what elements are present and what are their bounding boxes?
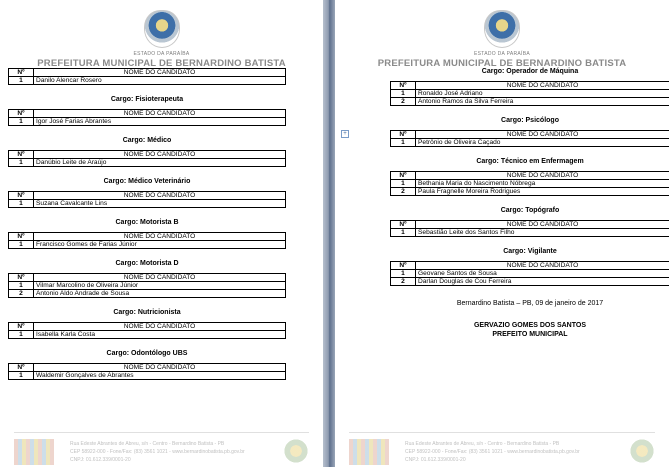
date-line: Bernardino Batista – PB, 09 de janeiro de 2017	[456, 300, 604, 307]
cargo-heading: Cargo: Motorista D	[115, 260, 179, 267]
row-number: 1	[391, 229, 416, 237]
row-number: 1	[391, 90, 416, 98]
footer-address	[405, 440, 580, 464]
row-number: 1	[9, 372, 34, 380]
col-header-name: NOME DO CANDIDATO	[34, 110, 286, 118]
signature-name: GERVAZIO GOMES DOS SANTOS	[473, 322, 587, 329]
table-row	[9, 331, 286, 339]
candidates-table	[8, 273, 286, 298]
row-number: 1	[9, 331, 34, 339]
candidate-name: Antonio Ramos da Silva Ferreira	[416, 98, 669, 106]
cargo-heading: Cargo: Vigilante	[503, 248, 557, 255]
state-label: ESTADO DA PARAÍBA	[133, 51, 190, 57]
left-content	[8, 68, 286, 380]
col-header-name: NOME DO CANDIDATO	[34, 192, 286, 200]
candidate-name: Bethania Maria do Nascimento Nóbrega	[416, 180, 669, 188]
col-header-num: Nº	[9, 323, 34, 331]
col-header-num: Nº	[391, 172, 416, 180]
candidate-name: Ronaldo José Adriano	[416, 90, 669, 98]
page-footer	[14, 432, 309, 467]
row-number: 1	[9, 241, 34, 249]
footer-line: CNPJ: 01.612.339/0001-20	[70, 457, 131, 463]
page-gap	[323, 0, 335, 467]
col-header-name: NOME DO CANDIDATO	[416, 221, 669, 229]
footer-logo-icon	[14, 439, 54, 465]
col-header-num: Nº	[9, 192, 34, 200]
candidate-name: Darlan Douglas de Cou Ferreira	[416, 278, 669, 286]
table-row	[9, 77, 286, 85]
col-header-num: Nº	[9, 69, 34, 77]
page-header	[0, 10, 323, 69]
row-number: 2	[391, 278, 416, 286]
row-number: 1	[9, 118, 34, 126]
table-row	[9, 159, 286, 167]
footer-line: CNPJ: 01.612.339/0001-20	[405, 457, 466, 463]
cargo-heading: Cargo: Médico	[122, 137, 172, 144]
candidate-name: Francisco Gomes de Farias Júnior	[34, 241, 286, 249]
candidate-name: Sebastião Leite dos Santos Filho	[416, 229, 669, 237]
footer-logo-icon	[349, 439, 389, 465]
cargo-heading: Cargo: Odontólogo UBS	[106, 350, 188, 357]
candidates-table	[390, 81, 669, 106]
col-header-num: Nº	[9, 364, 34, 372]
candidate-name: Antonio Aldo Andrade de Sousa	[34, 290, 286, 298]
candidates-table	[8, 363, 286, 380]
candidates-table	[8, 150, 286, 167]
prefeitura-title: PREFEITURA MUNICIPAL DE BERNARDINO BATISTA	[37, 58, 286, 69]
page-footer	[349, 432, 655, 467]
row-number: 1	[9, 282, 34, 290]
candidate-name: Paula Fragnelle Moreira Rodrigues	[416, 188, 669, 196]
col-header-name: NOME DO CANDIDATO	[34, 233, 286, 241]
col-header-name: NOME DO CANDIDATO	[34, 364, 286, 372]
candidate-name: Waldemir Gonçalves de Abrantes	[34, 372, 286, 380]
table-row	[9, 241, 286, 249]
candidate-name: Igor José Farias Abrantes	[34, 118, 286, 126]
col-header-name: NOME DO CANDIDATO	[34, 323, 286, 331]
prefeitura-title: PREFEITURA MUNICIPAL DE BERNARDINO BATISTA	[377, 58, 627, 69]
col-header-num: Nº	[9, 274, 34, 282]
candidate-name: Petrônio de Oliveira Caçado	[416, 139, 669, 147]
col-header-name: NOME DO CANDIDATO	[416, 131, 669, 139]
col-header-name: NOME DO CANDIDATO	[34, 274, 286, 282]
municipal-crest-icon	[144, 10, 180, 48]
table-row	[391, 270, 669, 278]
candidates-table	[8, 191, 286, 208]
candidates-table	[390, 171, 669, 196]
candidates-table	[8, 109, 286, 126]
candidate-name: Danilo Alencar Rosero	[34, 77, 286, 85]
footer-address	[70, 440, 245, 464]
candidates-table	[8, 322, 286, 339]
col-header-name: NOME DO CANDIDATO	[416, 82, 669, 90]
row-number: 1	[9, 200, 34, 208]
candidates-table	[390, 130, 669, 147]
table-row	[391, 90, 669, 98]
right-content	[390, 68, 669, 339]
candidate-name: Suzana Cavalcante Lins	[34, 200, 286, 208]
cargo-heading: Cargo: Operador de Máquina	[481, 68, 579, 75]
row-number: 2	[391, 98, 416, 106]
row-number: 2	[9, 290, 34, 298]
candidates-table	[390, 220, 669, 237]
table-row	[9, 118, 286, 126]
footer-line: CEP 58922-000 - Fone/Fax: (83) 3561 1021 - www.bernardinobatista.pb.gov.br	[70, 449, 245, 455]
row-number: 1	[9, 77, 34, 85]
document-page-right	[335, 0, 669, 467]
table-row	[391, 188, 669, 196]
signature-block	[390, 321, 669, 339]
col-header-name: NOME DO CANDIDATO	[34, 69, 286, 77]
cargo-heading: Cargo: Psicólogo	[501, 117, 559, 124]
row-number: 1	[391, 270, 416, 278]
table-row	[9, 290, 286, 298]
table-row	[391, 229, 669, 237]
col-header-num: Nº	[391, 262, 416, 270]
table-row	[391, 278, 669, 286]
table-row	[9, 282, 286, 290]
col-header-name: NOME DO CANDIDATO	[34, 151, 286, 159]
municipal-crest-icon	[484, 10, 520, 48]
footer-line: Rua Edeste Abrantes de Abreu, s/n - Centro - Bernardino Batista - PB	[70, 441, 225, 447]
footer-line: Rua Edeste Abrantes de Abreu, s/n - Centro - Bernardino Batista - PB	[405, 441, 560, 447]
table-row	[9, 372, 286, 380]
candidate-name: Danúbio Leite de Araújo	[34, 159, 286, 167]
cargo-heading: Cargo: Motorista B	[115, 219, 179, 226]
row-number: 1	[391, 180, 416, 188]
row-number: 1	[391, 139, 416, 147]
col-header-num: Nº	[391, 221, 416, 229]
footer-seal-icon	[629, 437, 655, 465]
col-header-name: NOME DO CANDIDATO	[416, 262, 669, 270]
row-number: 2	[391, 188, 416, 196]
candidate-name: Vilmar Marcolino de Oliveira Júnior	[34, 282, 286, 290]
footer-line: CEP 58922-000 - Fone/Fax: (83) 3561 1021 - www.bernardinobatista.pb.gov.br	[405, 449, 580, 455]
document-page-left	[0, 0, 323, 467]
signature-role: PREFEITO MUNICIPAL	[492, 331, 568, 338]
table-move-handle-icon[interactable]: +	[341, 130, 349, 138]
table-row	[391, 180, 669, 188]
col-header-num: Nº	[391, 82, 416, 90]
col-header-num: Nº	[391, 131, 416, 139]
table-row	[391, 139, 669, 147]
candidates-table	[8, 68, 286, 85]
cargo-heading: Cargo: Técnico em Enfermagem	[476, 158, 584, 165]
cargo-heading: Cargo: Fisioterapeuta	[110, 96, 184, 103]
cargo-heading: Cargo: Topógrafo	[500, 207, 560, 214]
col-header-name: NOME DO CANDIDATO	[416, 172, 669, 180]
state-label: ESTADO DA PARAÍBA	[473, 51, 531, 57]
cargo-heading: Cargo: Nutricionista	[113, 309, 181, 316]
col-header-num: Nº	[9, 151, 34, 159]
page-header	[335, 10, 669, 69]
footer-seal-icon	[283, 437, 309, 465]
table-row	[9, 200, 286, 208]
cargo-heading: Cargo: Médico Veterinário	[103, 178, 191, 185]
table-row	[391, 98, 669, 106]
row-number: 1	[9, 159, 34, 167]
candidates-table	[390, 261, 669, 286]
col-header-num: Nº	[9, 110, 34, 118]
col-header-num: Nº	[9, 233, 34, 241]
candidate-name: Isabella Karla Costa	[34, 331, 286, 339]
candidate-name: Geovane Santos de Sousa	[416, 270, 669, 278]
candidates-table	[8, 232, 286, 249]
